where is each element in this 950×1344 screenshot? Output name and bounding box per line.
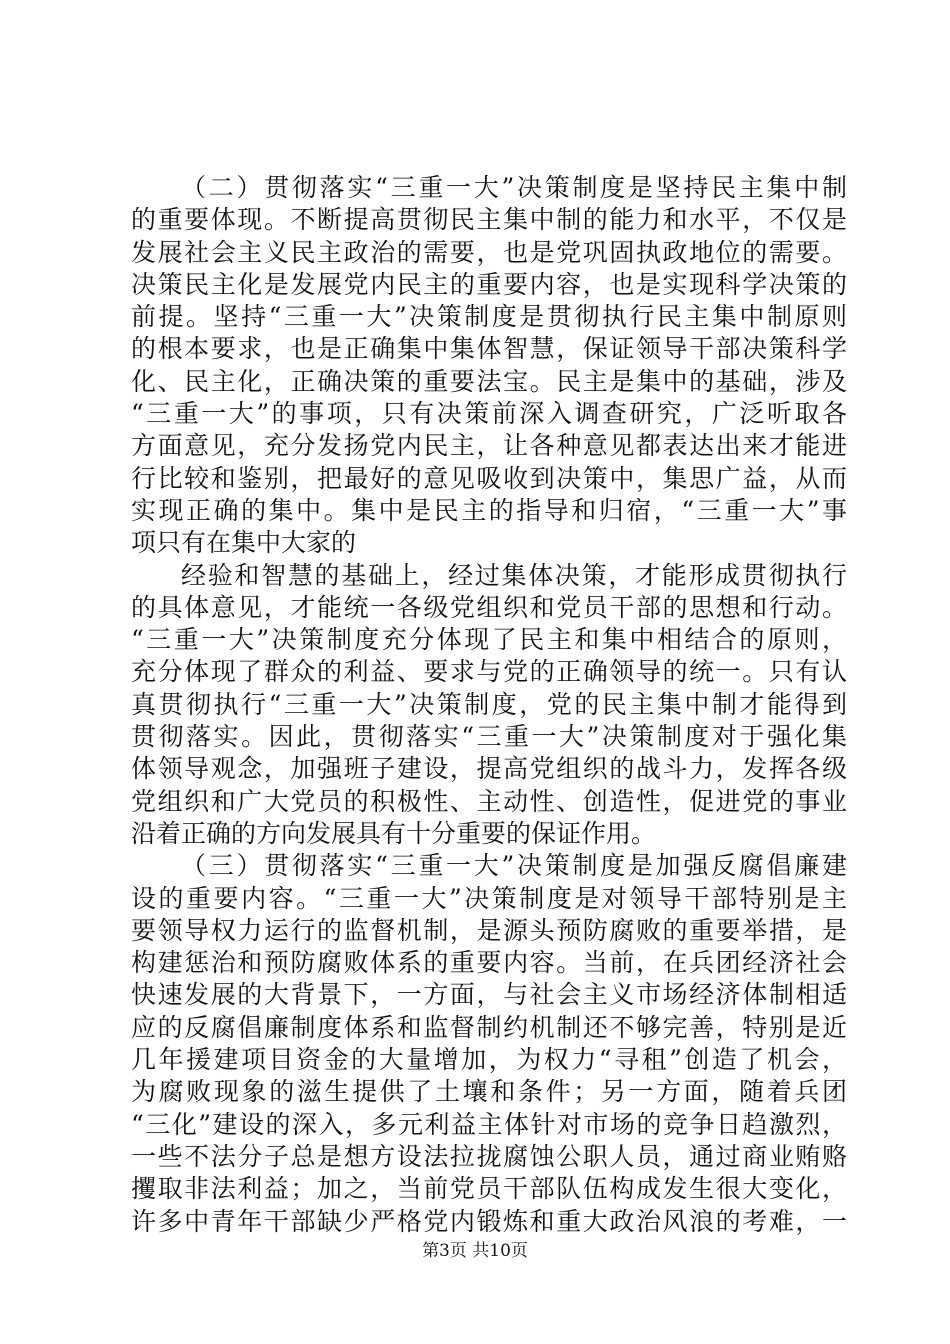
paragraph-2-line-8: 党组织和广大党员的积极性、主动性、创造性，促进党的事业 [131,786,847,816]
paragraph-2-line-2: 的具体意见，才能统一各级党组织和党员干部的思想和行动。 [131,592,847,622]
paragraph-3-line-9: “三化”建设的深入，多元利益主体针对市场的竞争日趋激烈， [131,1109,847,1139]
paragraph-2-line-9: 沿着正确的方向发展具有十分重要的保证作用。 [131,818,657,848]
paragraph-3-line-11: 攫取非法利益；加之，当前党员干部队伍构成发生很大变化， [131,1174,847,1204]
paragraph-3-line-3: 要领导权力运行的监督机制，是源头预防腐败的重要举措，是 [131,915,847,945]
paragraph-2-line-1: 经验和智慧的基础上，经过集体决策，才能形成贯彻执行 [181,560,847,590]
paragraph-1-line-5: 前提。坚持“三重一大”决策制度是贯彻执行民主集中制原则 [131,302,847,332]
paragraph-2-line-3: “三重一大”决策制度充分体现了民主和集中相结合的原则， [131,625,847,655]
page-number-footer: 第3页 共10页 [422,1241,528,1261]
paragraph-2-line-7: 体领导观念，加强班子建设，提高党组织的战斗力，发挥各级 [131,754,847,784]
paragraph-1-line-9: 方面意见，充分发扬党内民主，让各种意见都表达出来才能进 [131,431,847,461]
paragraph-1-line-2: 的重要体现。不断提高贯彻民主集中制的能力和水平，不仅是 [131,205,847,235]
paragraph-1-line-1: （二）贯彻落实“三重一大”决策制度是坚持民主集中制 [181,173,847,202]
paragraph-1-line-6: 的根本要求，也是正确集中集体智慧，保证领导干部决策科学 [131,334,847,364]
paragraph-2-line-6: 贯彻落实。因此，贯彻落实“三重一大”决策制度对于强化集 [131,722,847,752]
paragraph-3-line-12: 许多中青年干部缺少严格党内锻炼和重大政治风浪的考难，一 [131,1206,847,1236]
paragraph-1-line-11: 实现正确的集中。集中是民主的指导和归宿，“三重一大”事 [131,495,847,525]
paragraph-1-line-7: 化、民主化，正确决策的重要法宝。民主是集中的基础，涉及 [131,366,847,396]
paragraph-3-line-1: （三）贯彻落实“三重一大”决策制度是加强反腐倡廉建 [181,851,847,881]
paragraph-1-line-10: 行比较和鉴别，把最好的意见吸收到决策中，集思广益，从而 [131,463,847,493]
paragraph-2-line-4: 充分体现了群众的利益、要求与党的正确领导的统一。只有认 [131,657,847,687]
paragraph-1-line-4: 决策民主化是发展党内民主的重要内容，也是实现科学决策的 [131,269,847,299]
document-body [131,172,847,1238]
paragraph-3-line-4: 构建惩治和预防腐败体系的重要内容。当前，在兵团经济社会 [131,948,847,978]
paragraph-1-line-12: 项只有在集中大家的 [131,528,357,558]
paragraph-3-line-5: 快速发展的大背景下，一方面，与社会主义市场经济体制相适 [131,980,847,1010]
paragraph-3-line-10: 一些不法分子总是想方设法拉拢腐蚀公职人员，通过商业贿赂 [131,1141,847,1171]
paragraph-1-line-8: “三重一大”的事项，只有决策前深入调查研究，广泛听取各 [131,399,847,429]
paragraph-3-line-2: 设的重要内容。“三重一大”决策制度是对领导干部特别是主 [131,883,847,913]
paragraph-3-line-7: 几年援建项目资金的大量增加，为权力“寻租”创造了机会， [131,1045,847,1075]
paragraph-3-line-8: 为腐败现象的滋生提供了土壤和条件；另一方面，随着兵团 [131,1077,847,1107]
paragraph-2-line-5: 真贯彻执行“三重一大”决策制度，党的民主集中制才能得到 [131,689,847,719]
paragraph-3-line-6: 应的反腐倡廉制度体系和监督制约机制还不够完善，特别是近 [131,1012,847,1042]
paragraph-1-line-3: 发展社会主义民主政治的需要，也是党巩固执政地位的需要。 [131,237,847,267]
